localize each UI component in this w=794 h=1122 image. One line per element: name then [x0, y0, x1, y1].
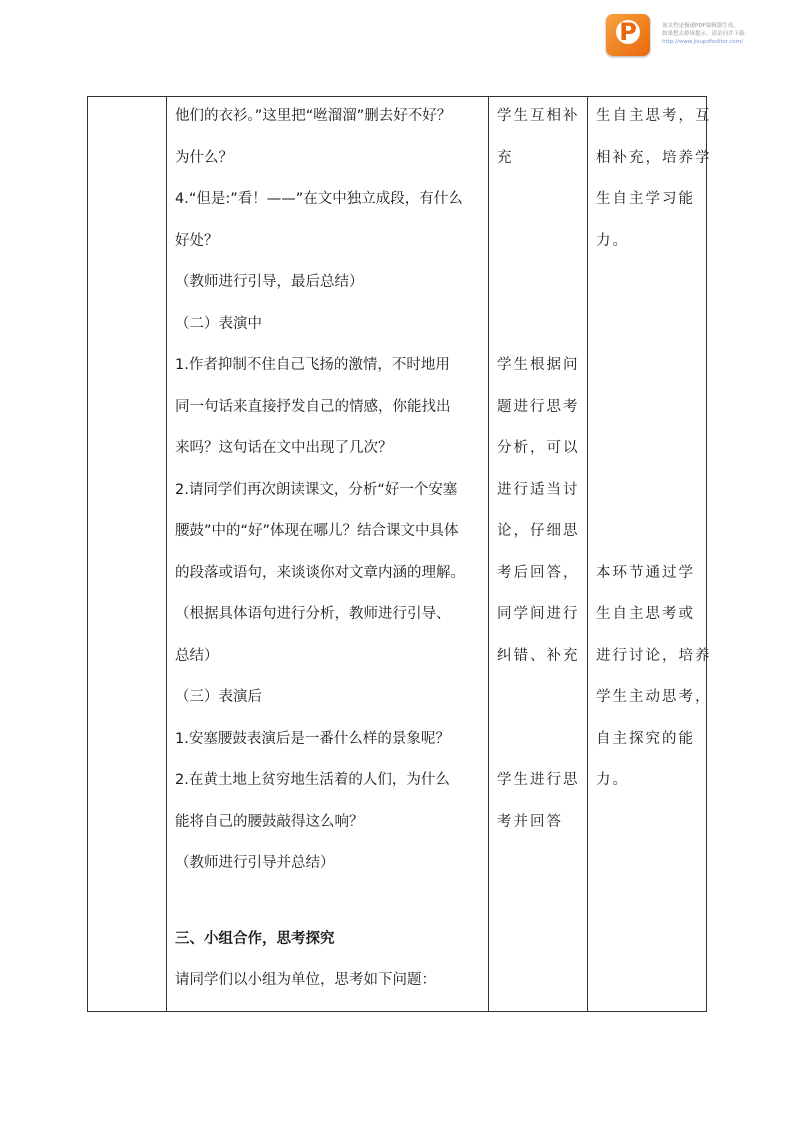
design-intent-line: 力。: [596, 772, 629, 788]
column-divider: [166, 96, 167, 1012]
student-activity-line: 题进行思考: [497, 399, 580, 415]
content-line: （教师进行引导并总结）: [175, 855, 335, 871]
student-activity-line: 考后回答，: [497, 565, 580, 581]
pdf-editor-logo: [606, 14, 650, 56]
logo-p-glyph: P: [619, 18, 637, 46]
content-line: 他们的衣衫。”这里把“咝溜溜”删去好不好？: [175, 108, 452, 124]
student-activity-line: 充: [497, 150, 514, 166]
design-intent-line: 学生主动思考，: [596, 689, 712, 705]
content-line: 2.请同学们再次朗读课文，分析“好一个安塞: [175, 482, 458, 498]
section-heading: （三）表演后: [175, 689, 262, 705]
content-line: 能将自己的腰鼓敲得这么响？: [175, 814, 364, 830]
content-line: 同一句话来直接抒发自己的情感，你能找出: [175, 399, 451, 415]
content-line: 来吗？这句话在文中出现了几次？: [175, 440, 393, 456]
student-activity-line: 学生互相补: [497, 108, 580, 124]
content-line: 好处？: [175, 233, 219, 249]
content-line: 的段落或语句，来谈谈你对文章内涵的理解。: [175, 565, 465, 581]
content-line: 腰鼓”中的“好”体现在哪儿？结合课文中具体: [175, 523, 459, 539]
content-line: （根据具体语句进行分析，教师进行引导、: [175, 606, 451, 622]
column-divider: [488, 96, 489, 1012]
content-line: 1.安塞腰鼓表演后是一番什么样的景象呢？: [175, 731, 450, 747]
watermark-line: 如果想去掉该提示，请访问并下载：: [662, 31, 751, 37]
design-intent-line: 生自主思考或: [596, 606, 695, 622]
student-activity-line: 学生进行思: [497, 772, 580, 788]
content-line: 为什么？: [175, 150, 233, 166]
content-line: 请同学们以小组为单位，思考如下问题：: [175, 972, 436, 988]
watermark-line: 该文档是极速PDF编辑器生成，: [662, 23, 739, 29]
section-title: 三、小组合作，思考探究: [175, 931, 335, 947]
content-line: 2.在黄土地上贫穷地生活着的人们，为什么: [175, 772, 450, 788]
content-line: 4.“但是:”看！——”在文中独立成段，有什么: [175, 191, 463, 207]
student-activity-line: 学生根据问: [497, 357, 580, 373]
student-activity-line: 纠错、补充: [497, 648, 580, 664]
design-intent-line: 本环节通过学: [596, 565, 695, 581]
design-intent-line: 自主探究的能: [596, 731, 695, 747]
section-heading: （二）表演中: [175, 316, 262, 332]
student-activity-line: 考并回答: [497, 814, 563, 830]
watermark-url: http://www.jisupdfeditor.com/: [662, 39, 743, 45]
design-intent-line: 生自主学习能: [596, 191, 695, 207]
content-line: （教师进行引导，最后总结）: [175, 274, 364, 290]
design-intent-line: 相补充，培养学: [596, 150, 712, 166]
student-activity-line: 进行适当讨: [497, 482, 580, 498]
design-intent-line: 力。: [596, 233, 629, 249]
content-line: 总结）: [175, 648, 219, 664]
student-activity-line: 论，仔细思: [497, 523, 580, 539]
content-line: 1.作者抑制不住自己飞扬的激情，不时地用: [175, 357, 450, 373]
design-intent-line: 进行讨论，培养: [596, 648, 712, 664]
watermark-text: [662, 22, 787, 46]
student-activity-line: 分析，可以: [497, 440, 580, 456]
design-intent-line: 生自主思考，互: [596, 108, 712, 124]
column-divider: [706, 96, 707, 1012]
column-divider: [587, 96, 588, 1012]
student-activity-line: 同学间进行: [497, 606, 580, 622]
